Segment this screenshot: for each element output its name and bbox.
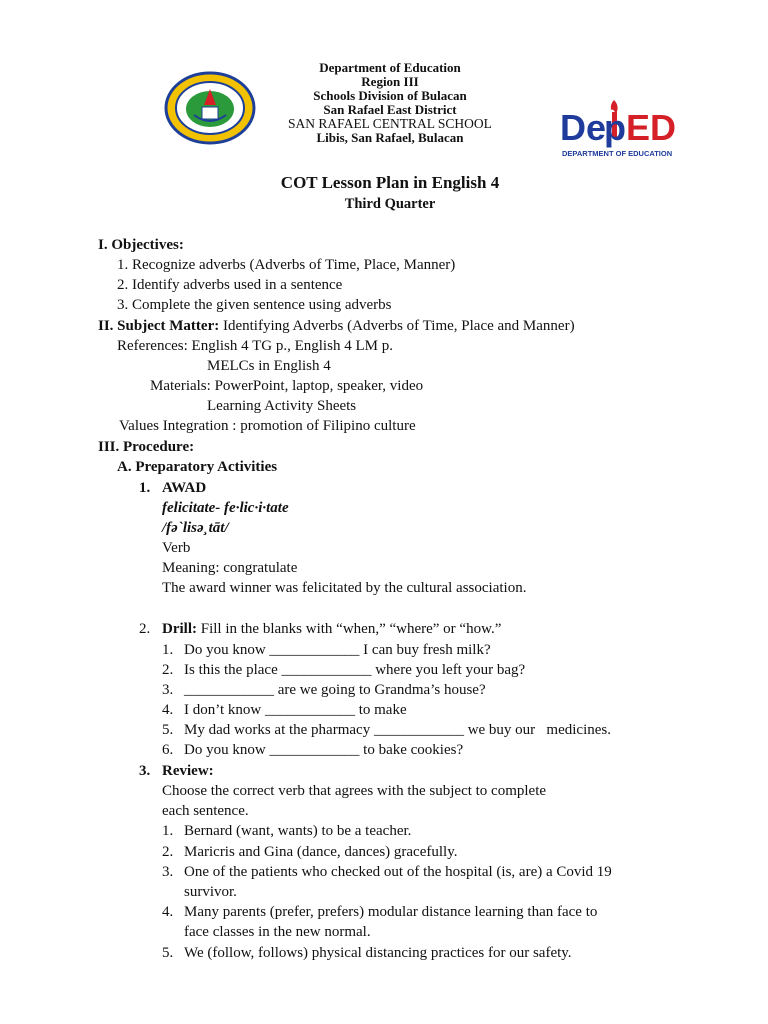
svg-text:p: p — [604, 107, 626, 148]
review-item-number: 4. — [162, 904, 174, 920]
awad-part-of-speech: Verb — [162, 540, 191, 556]
review-item-text: Maricris and Gina (dance, dances) gracefully. — [184, 844, 458, 860]
subject-matter-heading: II. Subject Matter: — [98, 318, 220, 334]
header-school: SAN RAFAEL CENTRAL SCHOOL — [288, 116, 492, 131]
drill-item-text: Is this the place ____________ where you left your bag? — [184, 662, 526, 678]
svg-text:De: De — [560, 107, 607, 148]
review-instruction: Choose the correct verb that agrees with the subject to complete — [162, 783, 547, 799]
review-item-number: 3. — [162, 864, 174, 880]
materials-value-2: Learning Activity Sheets — [207, 398, 357, 414]
document-title: COT Lesson Plan in English 4 — [280, 173, 500, 192]
objective-item: 3. Complete the given sentence using adverbs — [117, 297, 392, 313]
review-item — [162, 862, 612, 882]
drill-item — [162, 720, 611, 740]
review-label: Review: — [162, 763, 214, 779]
review-item-text: We (follow, follows) physical distancing practices for our safety. — [184, 945, 572, 961]
header-region: Region III — [361, 74, 419, 89]
drill-instruction: Fill in the blanks with “when,” “where” or “how.” — [200, 621, 502, 637]
review-item-text: One of the patients who checked out of the hospital (is, are) a Covid 19 — [184, 864, 612, 880]
review-item-number: 1. — [162, 823, 174, 839]
review-item-text: Many parents (prefer, prefers) modular distance learning than face to — [184, 904, 598, 920]
school-seal-logo — [164, 71, 256, 145]
drill-item-text: My dad works at the pharmacy ____________ we buy our medicines. — [184, 722, 611, 738]
drill-item-number: 1. — [162, 642, 174, 658]
header-division: Schools Division of Bulacan — [313, 88, 467, 103]
svg-text:DEPARTMENT OF EDUCATION: DEPARTMENT OF EDUCATION — [562, 149, 673, 158]
awad-label: AWAD — [162, 480, 207, 496]
svg-text:ED: ED — [626, 107, 676, 148]
materials-line — [150, 376, 423, 396]
drill-item — [162, 680, 486, 700]
drill-label: Drill: — [162, 621, 197, 637]
drill-item-text: ____________ are we going to Grandma’s house? — [184, 682, 486, 698]
drill-item-text: Do you know ____________ I can buy fresh milk? — [184, 642, 491, 658]
drill-item — [162, 740, 463, 760]
awad-example: The award winner was felicitated by the cultural association. — [162, 580, 527, 596]
subject-matter-line — [98, 316, 575, 336]
drill-item-number: 6. — [162, 742, 174, 758]
drill-item-text: Do you know ____________ to bake cookies? — [184, 742, 464, 758]
deped-logo — [558, 96, 676, 160]
document-subtitle: Third Quarter — [344, 196, 436, 212]
header-department: Department of Education — [319, 60, 461, 75]
awad-pronunciation: /fə`lisə¸tāt/ — [162, 520, 229, 536]
header-address: Libis, San Rafael, Bulacan — [316, 130, 464, 145]
drill-number: 2. — [139, 621, 151, 637]
drill-item — [162, 660, 525, 680]
drill-line — [162, 619, 501, 639]
references-value-2: MELCs in English 4 — [207, 358, 331, 374]
objective-item: 1. Recognize adverbs (Adverbs of Time, Place, Manner) — [117, 257, 456, 273]
review-instruction-cont: each sentence. — [162, 803, 249, 819]
procedure-heading: III. Procedure: — [98, 439, 195, 455]
materials-label: Materials: — [150, 378, 211, 394]
review-item — [162, 842, 457, 862]
drill-item-number: 5. — [162, 722, 174, 738]
awad-meaning: Meaning: congratulate — [162, 560, 298, 576]
drill-item — [162, 640, 491, 660]
subject-matter-topic: Identifying Adverbs (Adverbs of Time, Place and Manner) — [222, 318, 575, 334]
review-item-text: Bernard (want, wants) to be a teacher. — [184, 823, 412, 839]
drill-item-text: I don’t know ____________ to make — [184, 702, 407, 718]
references-value: English 4 TG p., English 4 LM p. — [191, 338, 393, 354]
awad-word: felicitate- fe·lic·i·tate — [162, 500, 289, 516]
review-number: 3. — [139, 763, 151, 779]
review-item-cont: survivor. — [184, 884, 237, 900]
review-item-number: 5. — [162, 945, 174, 961]
review-item — [162, 821, 411, 841]
materials-value: PowerPoint, laptop, speaker, video — [214, 378, 424, 394]
awad-number: 1. — [139, 480, 151, 496]
drill-item-number: 4. — [162, 702, 174, 718]
preparatory-activities-heading: A. Preparatory Activities — [117, 459, 278, 475]
values-integration: Values Integration : promotion of Filipino culture — [119, 418, 416, 434]
drill-item — [162, 700, 407, 720]
review-item-cont: face classes in the new normal. — [184, 924, 371, 940]
header-district: San Rafael East District — [323, 102, 457, 117]
review-item — [162, 902, 597, 922]
review-item — [162, 943, 572, 963]
references-label: References: — [117, 338, 188, 354]
objectives-heading: I. Objectives: — [98, 237, 184, 253]
references-line — [117, 336, 393, 356]
objective-item: 2. Identify adverbs used in a sentence — [117, 277, 343, 293]
drill-item-number: 3. — [162, 682, 174, 698]
review-item-number: 2. — [162, 844, 174, 860]
drill-item-number: 2. — [162, 662, 174, 678]
